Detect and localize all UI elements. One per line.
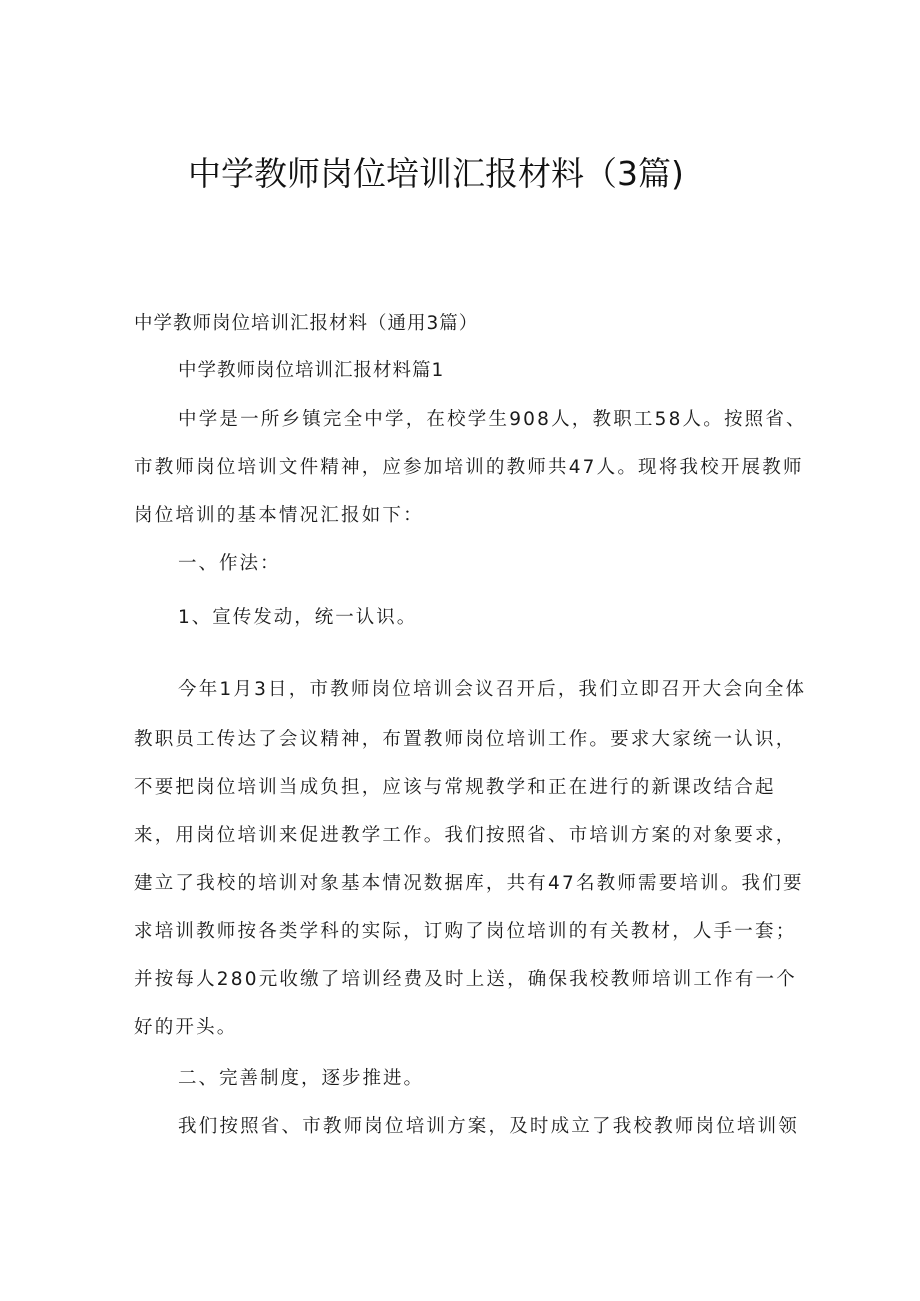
paragraph-2-line-5: 建立了我校的培训对象基本情况数据库，共有47名教师需要培训。我们要 (134, 873, 804, 894)
paragraph-3-line-1: 我们按照省、市教师岗位培训方案，及时成立了我校教师岗位培训领 (178, 1116, 800, 1137)
document-title: 中学教师岗位培训汇报材料（3篇) (188, 154, 684, 193)
paragraph-2-line-4: 来，用岗位培训来促进教学工作。我们按照省、市培训方案的对象要求， (134, 825, 797, 846)
subtitle-line: 中学教师岗位培训汇报材料（通用3篇） (134, 313, 479, 334)
paragraph-2-line-3: 不要把岗位培训当成负担，应该与常规教学和正在进行的新课改结合起 (134, 777, 776, 798)
section-heading-part1: 中学教师岗位培训汇报材料篇1 (178, 360, 445, 381)
paragraph-2-line-7: 并按每人280元收缴了培训经费及时上送，确保我校教师培训工作有一个 (134, 969, 797, 990)
paragraph-1-line-2: 市教师岗位培训文件精神，应参加培训的教师共47人。现将我校开展教师 (134, 457, 804, 478)
paragraph-1-line-3: 岗位培训的基本情况汇报如下： (134, 505, 424, 526)
paragraph-2-line-1: 今年1月3日，市教师岗位培训会议召开后，我们立即召开大会向全体 (178, 679, 807, 700)
heading-methods: 一、作法： (178, 553, 281, 574)
paragraph-2-line-6: 求培训教师按各类学科的实际，订购了岗位培训的有关教材，人手一套； (134, 921, 797, 942)
paragraph-2-line-8: 好的开头。 (134, 1017, 238, 1038)
paragraph-2-line-2: 教职员工传达了会议精神，布置教师岗位培训工作。要求大家统一认识， (134, 729, 797, 750)
heading-section-2: 二、完善制度，逐步推进。 (178, 1068, 425, 1089)
paragraph-1-line-1: 中学是一所乡镇完全中学，在校学生908人，教职工58人。按照省、 (178, 409, 807, 430)
item-1-heading: 1、宣传发动，统一认识。 (178, 607, 418, 628)
